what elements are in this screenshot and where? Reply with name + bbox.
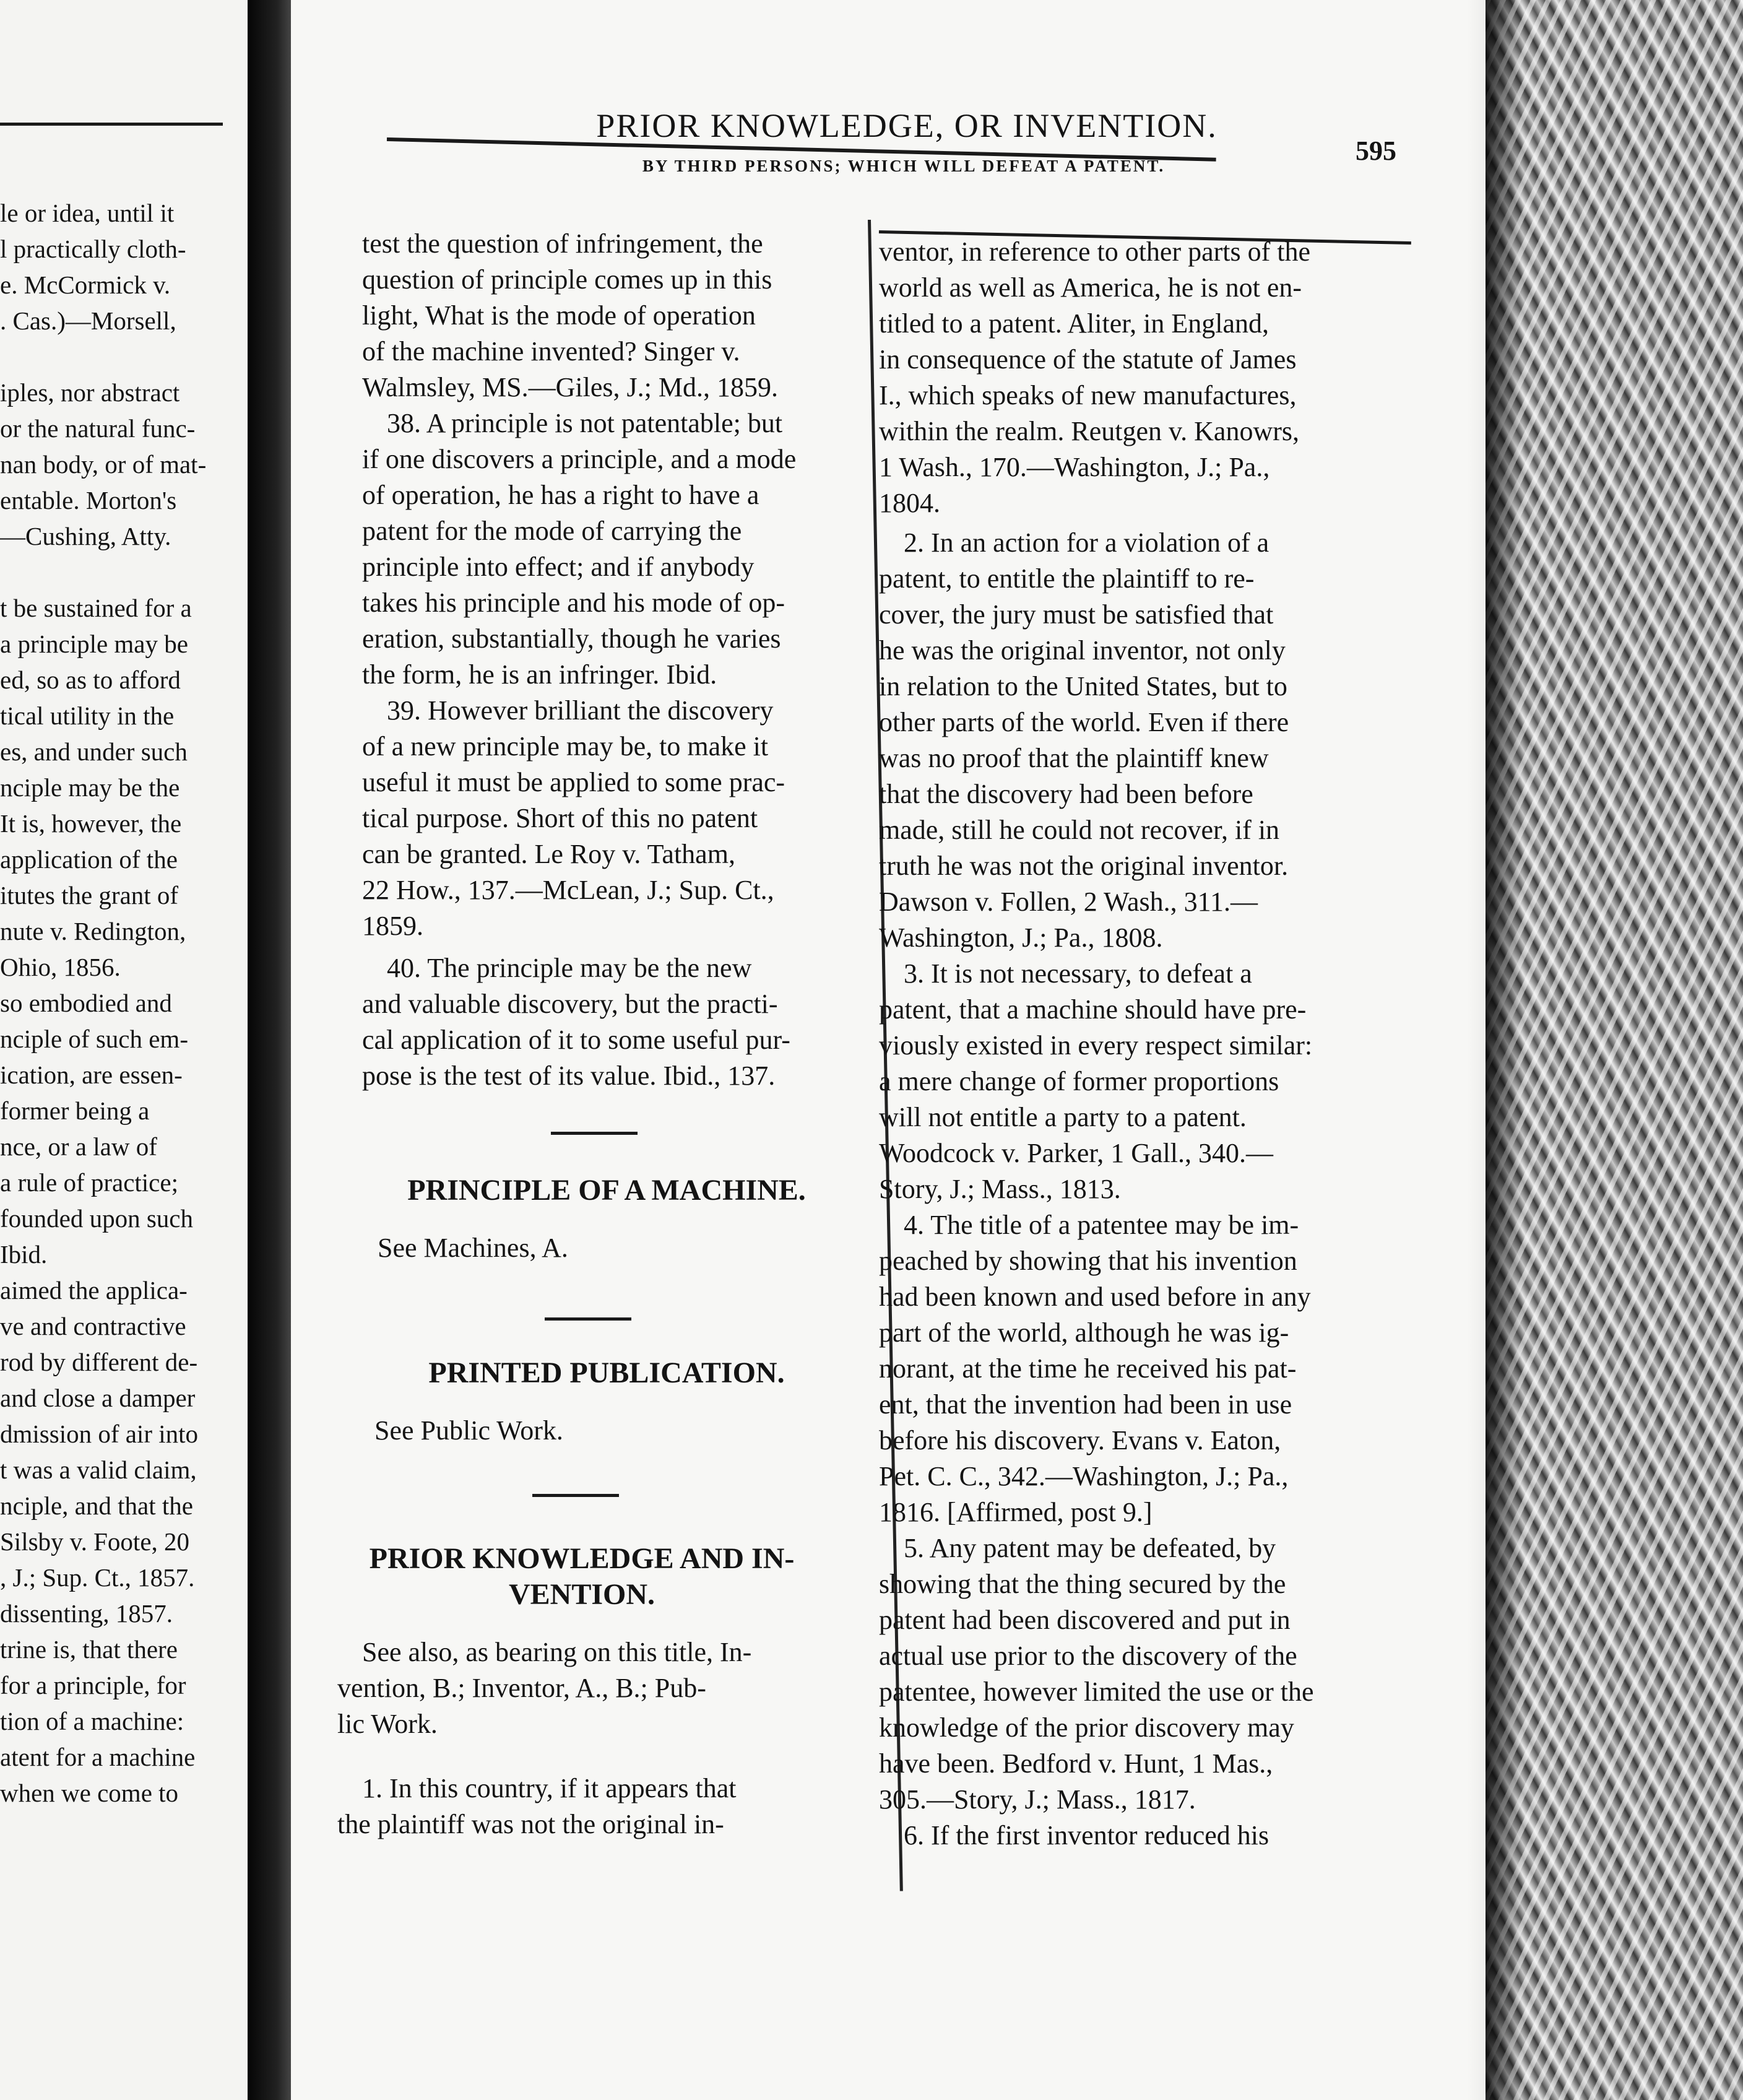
text-line: nciple of such em- [0,1025,188,1053]
section-title-principle-of-a-machine: PRINCIPLE OF A MACHINE. [407,1174,806,1207]
text-line: nciple may be the [0,773,180,802]
text-line: pose is the test of its value. Ibid., 137. [362,1061,776,1091]
text-line: question of principle comes up in this [362,264,772,295]
text-line: 1804. [879,488,940,518]
marbled-page-edge [1486,0,1743,2100]
text-line: aimed the applica- [0,1276,188,1304]
text-line: part of the world, although he was ig- [879,1317,1289,1348]
text-line: will not entitle a party to a patent. [879,1102,1247,1132]
previous-page-fragment [0,0,251,2100]
text-line: nce, or a law of [0,1132,157,1161]
text-line: lic Work. [337,1709,438,1739]
text-line: application of the [0,845,178,874]
text-line: have been. Bedford v. Hunt, 1 Mas., [879,1748,1273,1779]
text-line: before his discovery. Evans v. Eaton, [879,1425,1281,1456]
text-line: cover, the jury must be satisfied that [879,599,1274,630]
text-line: of operation, he has a right to have a [362,480,759,510]
text-line: 5. Any patent may be defeated, by [904,1533,1276,1563]
text-line: Woodcock v. Parker, 1 Gall., 340.— [879,1138,1274,1168]
text-line: ve and contractive [0,1312,186,1340]
text-line: es, and under such [0,737,188,766]
running-head: PRIOR KNOWLEDGE, OR INVENTION. [596,107,1218,144]
text-line: 3. It is not necessary, to defeat a [904,958,1252,989]
text-line: itutes the grant of [0,881,179,909]
text-line: 38. A principle is not patentable; but [387,408,783,438]
text-line: patent, that a machine should have pre- [879,994,1307,1025]
text-line: I., which speaks of new manufactures, [879,380,1297,410]
text-line: trine is, that there [0,1635,178,1664]
text-line: rod by different de- [0,1348,198,1376]
text-line: test the question of infringement, the [362,228,763,259]
text-line: le or idea, until it [0,199,175,227]
text-line: ed, so as to afford [0,666,181,694]
text-line: 4. The title of a patentee may be im- [904,1210,1299,1240]
text-line: so embodied and [0,989,172,1017]
text-line: light, What is the mode of operation [362,300,756,331]
text-line: truth he was not the original inventor. [879,851,1289,881]
text-line: ventor, in reference to other parts of the [879,236,1311,267]
text-line: the plaintiff was not the original in- [337,1809,724,1839]
book-gutter [248,0,297,2100]
text-line: takes his principle and his mode of op- [362,588,785,618]
text-line: ent, that the invention had been in use [879,1389,1292,1420]
section-title-printed-publication: PRINTED PUBLICATION. [428,1356,785,1389]
text-line: norant, at the time he received his pat- [879,1353,1297,1384]
running-subhead: BY THIRD PERSONS; WHICH WILL DEFEAT A PATENT. [642,157,1166,175]
text-line: tion of a machine: [0,1707,184,1735]
text-line: atent for a machine [0,1743,196,1771]
section-separator [551,1132,638,1135]
text-line: . Cas.)—Morsell, [0,306,176,335]
text-line: useful it must be applied to some prac- [362,767,785,797]
text-line: or the natural func- [0,414,196,443]
text-line: Silsby v. Foote, 20 [0,1527,190,1556]
text-line: l practically cloth- [0,235,186,263]
text-line: , J.; Sup. Ct., 1857. [0,1563,195,1592]
text-line: in relation to the United States, but to [879,671,1287,701]
text-line: vention, B.; Inventor, A., B.; Pub- [337,1673,706,1703]
text-line: entable. Morton's [0,486,177,514]
text-line: dmission of air into [0,1420,199,1448]
text-line: knowledge of the prior discovery may [879,1712,1294,1743]
text-line: tical purpose. Short of this no patent [362,803,758,833]
text-line: when we come to [0,1779,179,1807]
text-line: made, still he could not recover, if in [879,815,1280,845]
text-line: principle into effect; and if anybody [362,552,755,582]
text-line: eration, substantially, though he varies [362,623,781,654]
text-line: for a principle, for [0,1671,186,1699]
previous-page-head-rule [0,123,223,126]
section-separator [545,1317,631,1321]
text-line: of a new principle may be, to make it [362,731,769,761]
text-line: 1 Wash., 170.—Washington, J.; Pa., [879,452,1270,482]
see-reference-public-work: See Public Work. [374,1415,563,1446]
text-line: showing that the thing secured by the [879,1569,1286,1599]
text-line: Story, J.; Mass., 1813. [879,1174,1121,1204]
text-line: he was the original inventor, not only [879,635,1286,666]
text-line: 305.—Story, J.; Mass., 1817. [879,1784,1196,1815]
text-line: was no proof that the plaintiff knew [879,743,1269,773]
text-line: if one discovers a principle, and a mode [362,444,797,474]
page-edge-shadow [1486,0,1523,2100]
text-line: within the realm. Reutgen v. Kanowrs, [879,416,1299,446]
text-line: nute v. Redington, [0,917,186,945]
text-line: 2. In an action for a violation of a [904,527,1269,558]
section-separator [532,1494,619,1497]
text-line: founded upon such [0,1204,194,1233]
text-line: 6. If the first inventor reduced his [904,1820,1269,1851]
text-line: of the machine invented? Singer v. [362,336,740,367]
text-line: peached by showing that his invention [879,1246,1297,1276]
text-line: actual use prior to the discovery of the [879,1641,1297,1671]
text-line: nciple, and that the [0,1491,193,1520]
page-number: 595 [1356,136,1396,166]
text-line: 1. In this country, if it appears that [362,1773,737,1803]
text-line: 1816. [Affirmed, post 9.] [879,1497,1153,1527]
text-line: nan body, or of mat- [0,450,207,479]
text-line: a principle may be [0,630,188,658]
text-line: 1859. [362,911,423,941]
text-line: Walmsley, MS.—Giles, J.; Md., 1859. [362,372,778,402]
text-line: in consequence of the statute of James [879,344,1297,375]
text-line: world as well as America, he is not en- [879,272,1302,303]
text-line: that the discovery had been before [879,779,1253,809]
text-line: tical utility in the [0,701,175,730]
text-line: Ohio, 1856. [0,953,121,981]
text-line: t be sustained for a [0,594,192,622]
text-line: and valuable discovery, but the practi- [362,989,778,1019]
text-line: a rule of practice; [0,1168,178,1197]
text-line: dissenting, 1857. [0,1599,173,1628]
text-line: Dawson v. Follen, 2 Wash., 311.— [879,887,1258,917]
text-line: —Cushing, Atty. [0,522,171,550]
text-line: 22 How., 137.—McLean, J.; Sup. Ct., [362,875,774,905]
text-line: other parts of the world. Even if there [879,707,1289,737]
text-line: a mere change of former proportions [879,1066,1279,1096]
text-line: It is, however, the [0,809,182,838]
text-line: e. McCormick v. [0,271,171,299]
text-line: cal application of it to some useful pur- [362,1025,790,1055]
text-line: patent, to entitle the plaintiff to re- [879,563,1255,594]
text-line: can be granted. Le Roy v. Tatham, [362,839,735,869]
text-line: patent for the mode of carrying the [362,516,742,546]
text-line: Pet. C. C., 342.—Washington, J.; Pa., [879,1461,1289,1491]
section-title-prior-knowledge: PRIOR KNOWLEDGE AND IN- [369,1542,795,1575]
text-line: See also, as bearing on this title, In- [362,1637,752,1667]
text-line: iples, nor abstract [0,378,180,407]
text-line: t was a valid claim, [0,1456,197,1484]
text-line: had been known and used before in any [879,1282,1311,1312]
text-line: and close a damper [0,1384,196,1412]
text-line: ication, are essen- [0,1061,183,1089]
text-line: viously existed in every respect similar: [879,1030,1313,1061]
section-title-prior-knowledge-cont: VENTION. [508,1578,655,1611]
see-reference-machines: See Machines, A. [378,1233,568,1263]
text-line: patent had been discovered and put in [879,1605,1291,1635]
text-line: Ibid. [0,1240,48,1269]
text-line: patentee, however limited the use or the [879,1677,1314,1707]
text-line: 40. The principle may be the new [387,953,752,983]
text-line: Washington, J.; Pa., 1808. [879,922,1163,953]
text-line: titled to a patent. Aliter, in England, [879,308,1269,339]
text-line: the form, he is an infringer. Ibid. [362,659,717,690]
text-line: 39. However brilliant the discovery [387,695,774,726]
text-line: former being a [0,1096,150,1125]
